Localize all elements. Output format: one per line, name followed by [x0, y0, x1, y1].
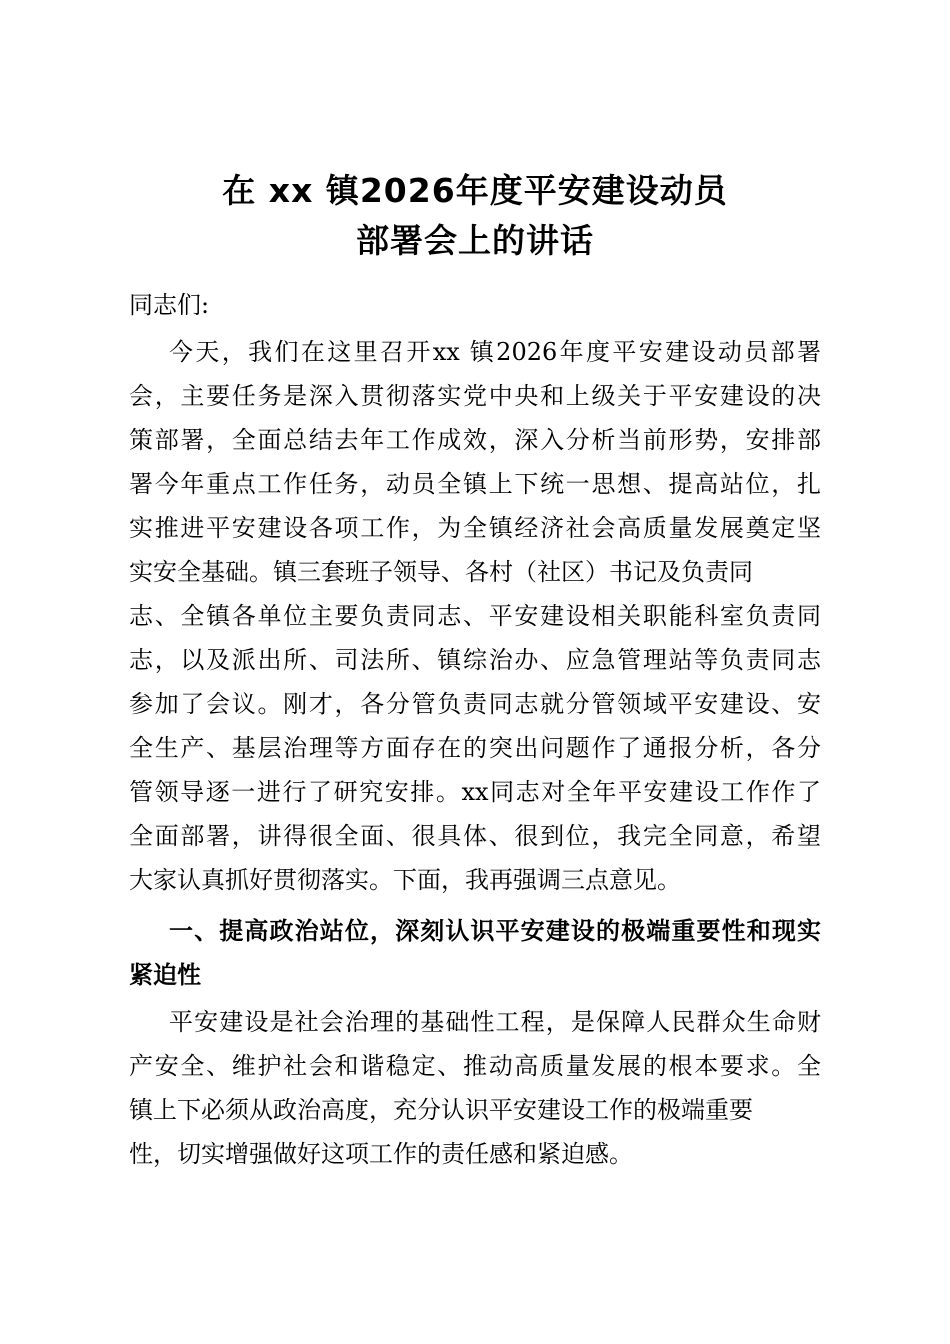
paragraph-line: 全生产、基层治理等方面存在的突出问题作了通报分析，各分 — [129, 734, 821, 762]
paragraph-line: 志、全镇各单位主要负责同志、平安建设相关职能科室负责同 — [129, 602, 821, 630]
salutation: 同志们: — [129, 291, 210, 319]
paragraph-line: 今天，我们在这里召开xx 镇2026年度平安建设动员部署 — [169, 338, 821, 366]
paragraph-line: 会，主要任务是深入贯彻落实党中央和上级关于平安建设的决 — [129, 382, 821, 410]
paragraph-line: 实推进平安建设各项工作，为全镇经济社会高质量发展奠定坚 — [129, 514, 821, 542]
heading-line: 紧迫性 — [129, 961, 201, 989]
paragraph-line: 大家认真抓好贯彻落实。下面，我再强调三点意见。 — [129, 866, 681, 894]
paragraph-line: 平安建设是社会治理的基础性工程，是保障人民群众生命财 — [169, 1008, 821, 1036]
paragraph-line: 署今年重点工作任务，动员全镇上下统一思想、提高站位，扎 — [129, 470, 821, 498]
paragraph-section-1 — [129, 1000, 821, 1176]
paragraph-line: 镇上下必须从政治高度，充分认识平安建设工作的极端重要 — [129, 1096, 753, 1124]
document-title-line-2: 部署会上的讲话 — [356, 221, 594, 260]
section-heading-1 — [129, 909, 821, 997]
heading-line: 一、提高政治站位，深刻认识平安建设的极端重要性和现实 — [169, 917, 821, 945]
paragraph-line: 参加了会议。刚才，各分管负责同志就分管领域平安建设、安 — [129, 690, 821, 718]
paragraph-line: 管领导逐一进行了研究安排。xx同志对全年平安建设工作作了 — [129, 778, 821, 806]
paragraph-line: 产安全、维护社会和谐稳定、推动高质量发展的根本要求。全 — [129, 1052, 821, 1080]
paragraph-line: 性，切实增强做好这项工作的责任感和紧迫感。 — [129, 1140, 633, 1168]
paragraph-line: 实安全基础。镇三套班子领导、各村（社区）书记及负责同 — [129, 558, 753, 586]
document-title-line-1: 在 xx 镇2026年度平安建设动员 — [222, 171, 728, 210]
paragraph-line: 志，以及派出所、司法所、镇综治办、应急管理站等负责同志 — [129, 646, 821, 674]
paragraph-line: 策部署，全面总结去年工作成效，深入分析当前形势，安排部 — [129, 426, 821, 454]
paragraph-opening — [129, 330, 821, 902]
paragraph-line: 全面部署，讲得很全面、很具体、很到位，我完全同意，希望 — [129, 822, 821, 850]
